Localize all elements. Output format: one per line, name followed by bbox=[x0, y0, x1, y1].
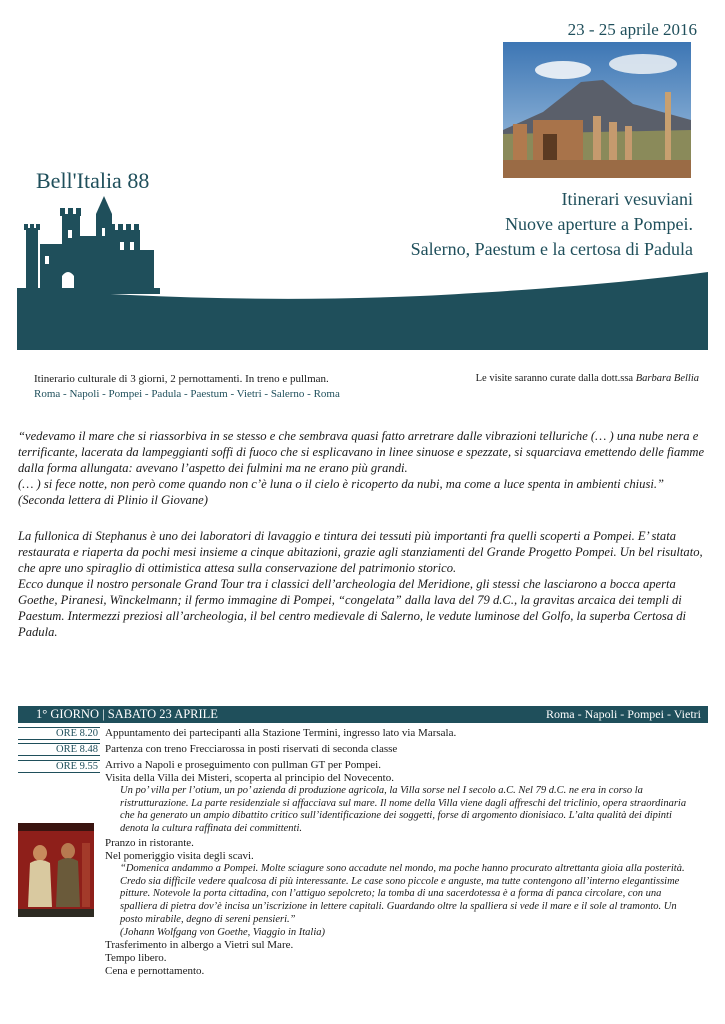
headline-line: Salerno, Paestum e la certosa di Padula bbox=[410, 239, 693, 259]
header-band bbox=[0, 180, 725, 350]
headline-line: Itinerari vesuviani bbox=[561, 189, 693, 209]
booking-deadline: PRENOTAZIONI ENTRO IL 18 MARZO bbox=[493, 353, 699, 367]
vesuvius-pompeii-photo bbox=[503, 42, 691, 178]
schedule-item: Partenza con treno Frecciarossa in posti riservati di seconda classe bbox=[105, 743, 398, 755]
curator-note bbox=[476, 373, 699, 384]
schedule-item: Arrivo a Napoli e proseguimento con pullman GT per Pompei. bbox=[105, 759, 381, 771]
program-label: PROGRAMMA DI VIAGGIO bbox=[34, 351, 211, 366]
curator-prefix: Le visite saranno curate dalla dott.ssa bbox=[475, 373, 634, 384]
quote-paragraph: “vedevamo il mare che si riassorbiva in se stesso e che sembrava quasi fatto arretrare dalle vibrazioni telluriche (… ) una nube nera e terrificante, lacerata da lampeggianti soffi di fuoco che si esplicavano in linee sinuose e spezzate, si squarciava emettendo delle fiamme dalla forma allungata: avevano l’aspetto dei fulmini ma ne erano più grandi. bbox=[18, 429, 705, 475]
goethe-quote: “Domenica andammo a Pompei. Molte sciagure sono accadute nel mondo, ma poche hanno procurato altrettanta gioia alla posterità. Credo sia difficile vedere qualcosa di più interessante. Le case sono piccole e anguste, ma tutte contengono all’interno elegantissime pitture. Notevole la porta cittadina, con l’attiguo sepolcreto; la tomba di una sacerdotessa è a forma di panca circolare, con una spalliera di pietra dov’è incisa un’iscrizione in lettere capitali. Guardando oltre la spalliera si vede il mare e il sole al tramonto. Un posto mirabile, degno di sereni pensieri.” bbox=[120, 863, 685, 925]
intro-paragraph: La fullonica di Stephanus è uno dei laboratori di lavaggio e tintura dei tessuti più importanti fra quelli scoperti a Pompei. E’ stata restaurata e riaperta da pochi mesi insieme a cinque abitazioni, grazie agli stanziamenti del Grande Progetto Pompei. Un bel risultato, che apre uno spiraglio di ottimistica attesa sulla conservazione del patrimonio storico. bbox=[18, 529, 703, 575]
schedule-item: Appuntamento dei partecipanti alla Stazione Termini, ingresso lato via Marsala. bbox=[105, 727, 457, 739]
curator-name: Barbara Bellia bbox=[635, 373, 699, 384]
schedule-item: Tempo libero. bbox=[105, 952, 167, 964]
schedule-item: Trasferimento in albergo a Vietri sul Mare. bbox=[105, 939, 294, 951]
time-badge: ORE 8.48 bbox=[18, 743, 100, 756]
schedule-item: Visita della Villa dei Misteri, scoperta al principio del Novecento. bbox=[105, 772, 394, 784]
brand-title: Bell'Italia 88 bbox=[36, 168, 150, 193]
villa-description: Un po’ villa per l’otium, un po’ azienda di produzione agricola, la Villa sorse nel I secolo a.C. Nel 79 d.C. ne era in corso la ristrutturazione. La parte residenziale si affacciava sul mare. Il nome della Villa viene dagli affreschi del triclinio, opera straordinaria che ha generato un ampio dibattito critico sull’identificazione dei soggetti, forse di argomento dionisiaco. L’alta qualità dei dipinti denota la cultura raffinata dei committenti. bbox=[120, 785, 687, 835]
headline-line: Nuove aperture a Pompei. bbox=[505, 214, 693, 234]
time-badge: ORE 8.20 bbox=[18, 727, 100, 740]
schedule-item: Cena e pernottamento. bbox=[105, 965, 205, 977]
goethe-source: (Johann Wolfgang von Goethe, Viaggio in Italia) bbox=[120, 927, 326, 938]
pliny-quote bbox=[18, 428, 710, 508]
quote-paragraph: (… ) si fece notte, non però come quando non c’è luna o il cielo è ricoperto da nubi, ma come a luce spenta in ambienti chiusi.” (Seconda lettera di Plinio il Giovane) bbox=[18, 477, 665, 507]
schedule-item: Pranzo in ristorante. bbox=[105, 837, 194, 849]
schedule-item: Nel pomeriggio visita degli scavi. bbox=[105, 850, 254, 862]
day-route: Roma - Napoli - Pompei - Vietri bbox=[545, 707, 701, 721]
villa-misteri-fresco-image bbox=[18, 823, 94, 917]
intro-paragraph: Ecco dunque il nostro personale Grand Tour tra i classici dell’archeologia del Meridione, gli stessi che lasciarono a bocca aperta Goethe, Piranesi, Winckelmann; il fermo immagine di Pompei, “congelata” dalla lava del 79 d.C., la gravitas arcaica dei templi di Paestum. Intermezzi preziosi all’archeologia, il bel centro medievale di Salerno, le vedute luminose del Golfo, la superba Certosa di Padula. bbox=[18, 577, 687, 639]
time-badge: ORE 9.55 bbox=[18, 760, 100, 773]
itinerary-description: Itinerario culturale di 3 giorni, 2 pernottamenti. In treno e pullman. bbox=[34, 373, 329, 385]
itinerary-route: Roma - Napoli - Pompei - Padula - Paestum - Vietri - Salerno - Roma bbox=[34, 388, 340, 400]
trip-dates: 23 - 25 aprile 2016 bbox=[567, 20, 697, 39]
castle-silhouette-icon bbox=[24, 196, 154, 292]
day-title: 1° GIORNO | SABATO 23 APRILE bbox=[36, 707, 218, 721]
trip-introduction bbox=[18, 528, 710, 640]
